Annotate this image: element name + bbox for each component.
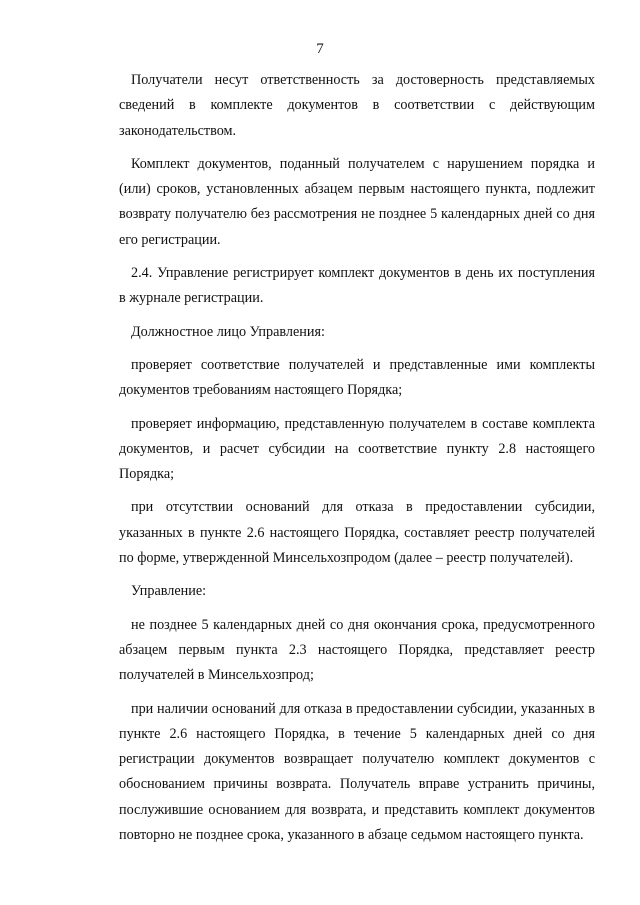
paragraph-responsibility: Получатели несут ответственность за достоверность представляемых сведений в комплекте документов в соответствии с действующим законодательством.: [119, 72, 595, 139]
paragraph-official: Должностное лицо Управления:: [131, 323, 325, 340]
paragraph-department: Управление:: [131, 583, 207, 600]
paragraph-checks-information: проверяет информацию, представленную получателем в составе комплекта документов, и расчет субсидии на соответствие пункту 2.8 настоящего Порядка;: [119, 415, 595, 483]
paragraph-checks-compliance: проверяет соответствие получателей и представленные ими комплекты документов требованиям настоящего Порядка;: [119, 356, 595, 399]
paragraph-submit-register: не позднее 5 календарных дней со дня окончания срока, предусмотренного абзацем первым пункта 2.3 настоящего Порядка, представляет реестр получателей в Минсельхозпрод;: [119, 616, 595, 684]
paragraph-recipient-register: при отсутствии оснований для отказа в предоставлении субсидии, указанных в пункте 2.6 настоящего Порядка, составляет реестр получателей по форме, утвержденной Минсельхозпродом (далее – реестр получателей).: [119, 499, 595, 567]
paragraph-return-documents: Комплект документов, поданный получателем с нарушением порядка и (или) сроков, установленных абзацем первым настоящего пункта, подлежит возврату получателю без рассмотрения не позднее 5 календарных дней со дня его регистрации.: [119, 155, 595, 248]
paragraph-refusal-return: при наличии оснований для отказа в предоставлении субсидии, указанных в пункте 2.6 настоящего Порядка, в течение 5 календарных дней со дня регистрации документов возвращает получателю комплект документов с обоснованием причины возврата. Получатель вправе устранить причины, послужившие основанием для возврата, и представить комплект документов повторно не позднее срока, указанного в абзаце седьмом настоящего пункта.: [119, 700, 595, 844]
document-body: [119, 68, 595, 848]
page-number: 7: [316, 41, 324, 57]
paragraph-2-4-registration: 2.4. Управление регистрирует комплект документов в день их поступления в журнале регистрации.: [119, 265, 595, 307]
